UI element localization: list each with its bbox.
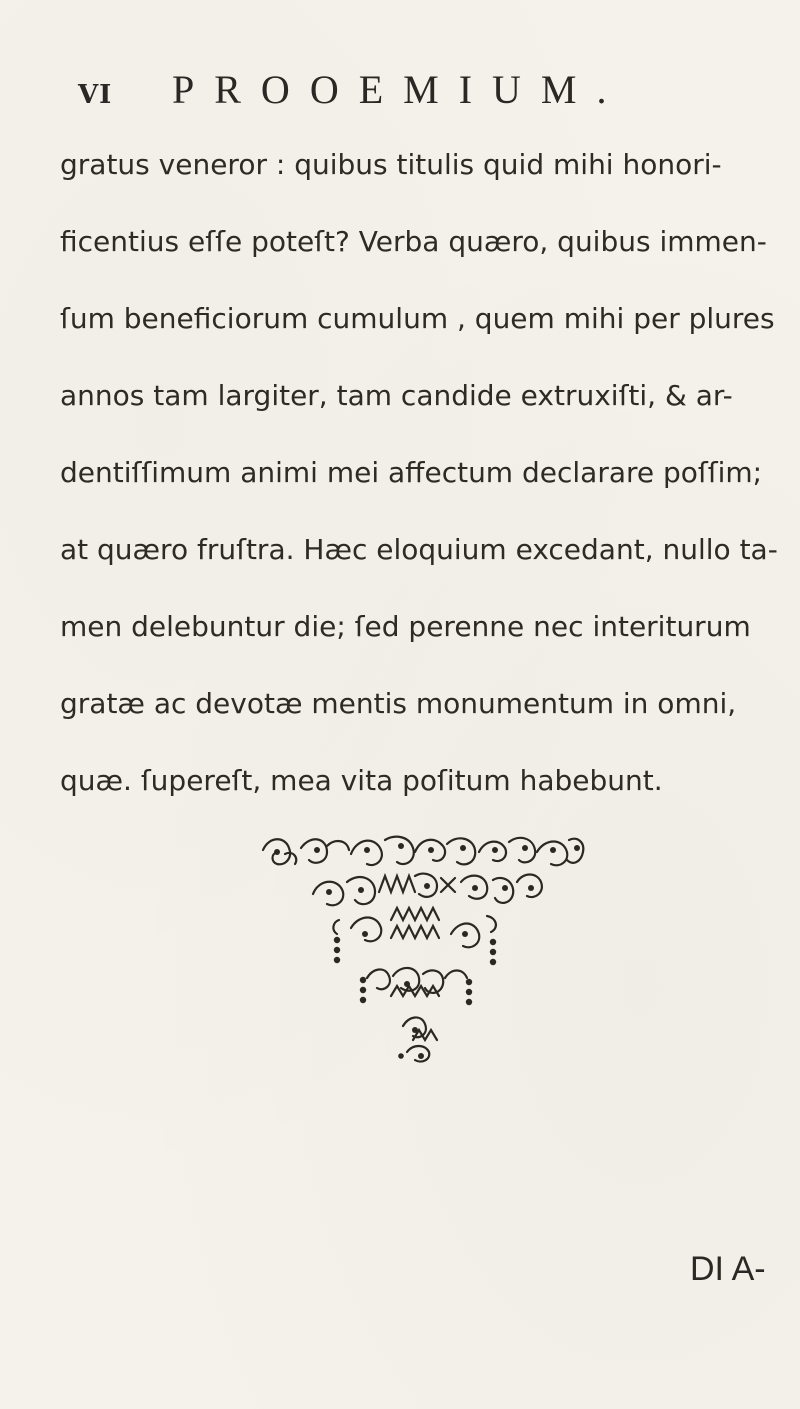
body-text — [60, 140, 800, 833]
ornament-tailpiece-icon — [255, 830, 595, 1130]
text-line: men delebuntur die; ſed perenne nec interiturum — [60, 610, 751, 643]
page-number: VI — [78, 80, 113, 110]
text-line: ſum beneficiorum cumulum , quem mihi per plures — [60, 302, 775, 335]
text-line: annos tam largiter, tam candide extruxiſti, & ar- — [60, 379, 733, 412]
catchword: DI A- — [690, 1250, 766, 1288]
text-line: at quæro fruſtra. Hæc eloquium excedant, nullo ta- — [60, 533, 778, 566]
text-line: dentiſſimum animi mei affectum declarare poſſim; — [60, 456, 763, 489]
text-line: ficentius eſſe poteſt? Verba quæro, quibus immen- — [60, 225, 767, 258]
text-line: gratus veneror : quibus titulis quid mihi honori- — [60, 148, 722, 181]
text-line: gratæ ac devotæ mentis monumentum in omni, — [60, 687, 737, 720]
text-line: quæ. ſupereſt, mea vita poſitum habebunt. — [60, 764, 663, 797]
running-head: PROOEMIUM. — [172, 67, 627, 112]
